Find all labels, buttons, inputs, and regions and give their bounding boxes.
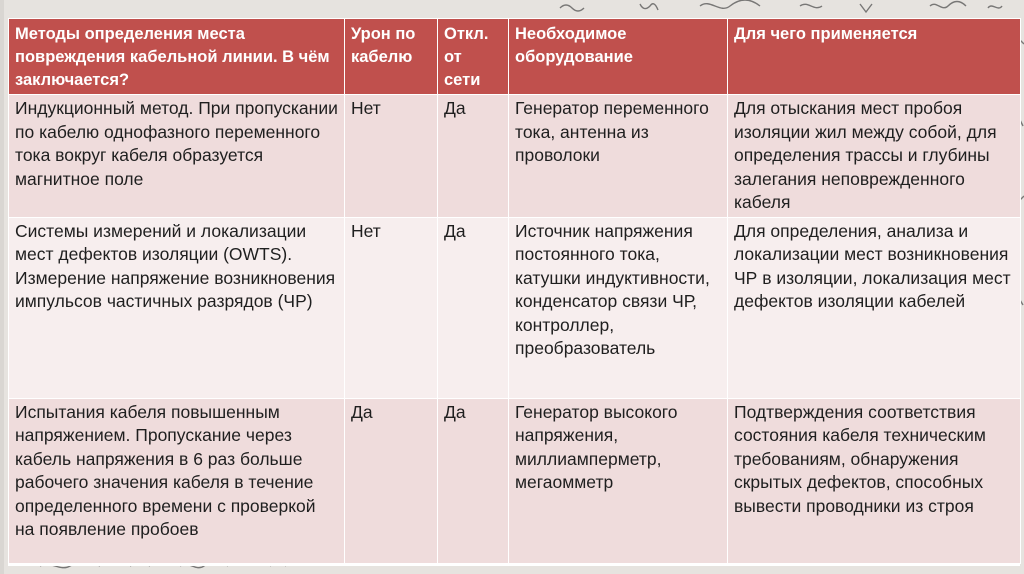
cell-purpose: Подтверждения соответствия состояния кабеля техническим требованиям, обнаружения скрытых дефектов, способных вывести проводники из строя [728,398,1021,563]
cell-purpose: Для определения, анализа и локализации мест возникновения ЧР в изоляции, локализация мест дефектов изоляции кабелей [728,217,1021,398]
cell-equipment: Источник напряжения постоянного тока, катушки индуктивности, конденсатор связи ЧР, контроллер, преобразователь [509,217,728,398]
header-methods: Методы определения места повреждения кабельной линии. В чём заключается? [9,19,345,95]
left-edge-strip [0,0,4,574]
header-purpose: Для чего применяется [728,19,1021,95]
header-disconnect: Откл. от сети [438,19,509,95]
header-equipment: Необходимое оборудование [509,19,728,95]
cable-fault-methods-table [8,18,1021,564]
cell-equipment: Генератор переменного тока, антенна из проволоки [509,95,728,218]
table-row [9,398,1021,563]
table-header-row [9,19,1021,95]
header-damage: Урон по кабелю [345,19,438,95]
table-row [9,217,1021,398]
cell-method: Системы измерений и локализации мест дефектов изоляции (OWTS). Измерение напряжение возникновения импульсов частичных разрядов (ЧР) [9,217,345,398]
cell-method: Индукционный метод. При пропускании по кабелю однофазного переменного тока вокруг кабеля образуется магнитное поле [9,95,345,218]
cell-damage: Нет [345,217,438,398]
cell-equipment: Генератор высокого напряжения, миллиамперметр, мегаомметр [509,398,728,563]
cell-disconnect: Да [438,95,509,218]
cell-damage: Нет [345,95,438,218]
cell-damage: Да [345,398,438,563]
cell-disconnect: Да [438,217,509,398]
cell-disconnect: Да [438,398,509,563]
cell-method: Испытания кабеля повышенным напряжением. Пропускание через кабель напряжения в 6 раз больше рабочего значения кабеля в течение определенного времени с проверкой на появление пробоев [9,398,345,563]
table-row [9,95,1021,218]
cell-purpose: Для отыскания мест пробоя изоляции жил между собой, для определения трассы и глубины залегания неповрежденного кабеля [728,95,1021,218]
